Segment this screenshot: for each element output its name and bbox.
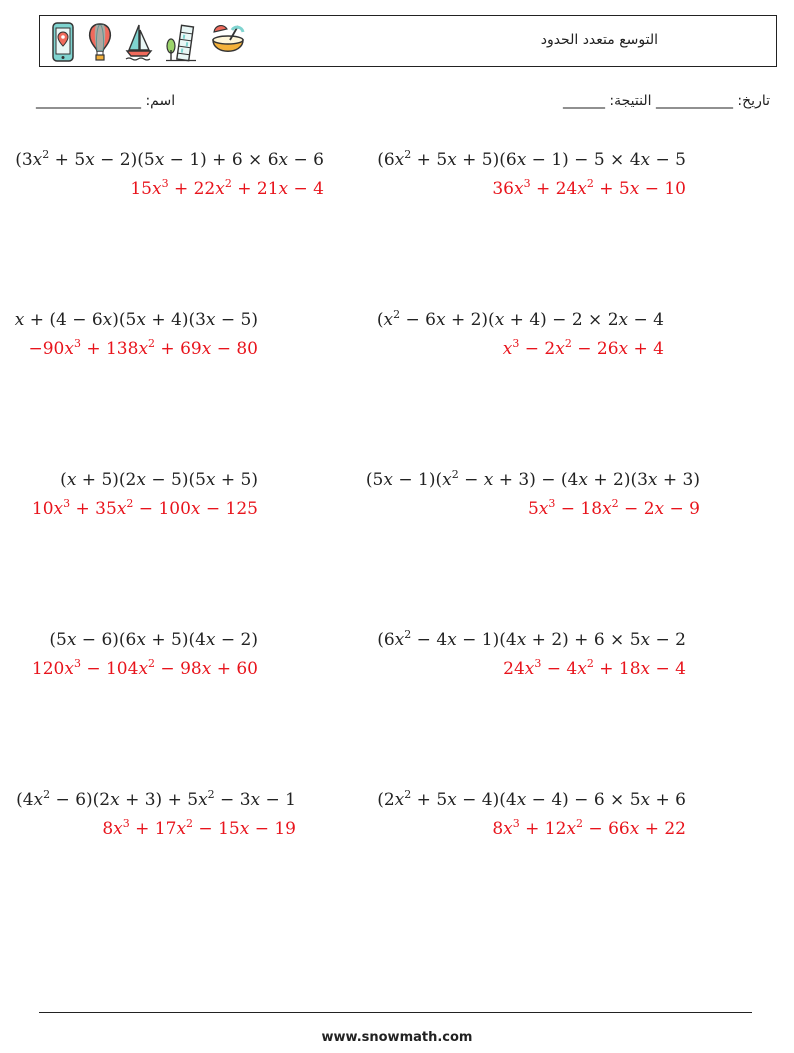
name-field: _______________ :اسم: [36, 93, 176, 109]
problem-question: x + (4 − 6x)(5x + 4)(3x − 5): [14, 310, 258, 330]
problem-question: $(2x^2 + 5x - 4)(4x - 4) - 6 \times 5x + 6$: [377, 788, 686, 810]
problem-answer: $5x^3 - 18x^2 - 2x - 9$: [527, 497, 700, 519]
problem-question: $(6x^2 - 4x - 1)(4x + 2) + 6 \times 5x - 2$: [377, 628, 686, 650]
problem-answer: $15x^3 + 22x^2 + 21x - 4$: [130, 177, 324, 199]
sailboat-icon: [124, 22, 154, 62]
problem-answer: $8x^3 + 12x^2 - 66x + 22$: [492, 817, 686, 839]
problem-question: $(6x^2 + 5x + 5)(6x - 1) - 5 \times 4x - 5$: [377, 148, 686, 170]
worksheet-title: التوسع متعدد الحدود: [540, 32, 658, 48]
problem-answer: $-90x^3 + 138x^2 + 69x - 80$: [28, 337, 258, 359]
problem-question: $(3x^2 + 5x - 2)(5x - 1) + 6 \times 6x - 6$: [15, 148, 324, 170]
hot-air-balloon-icon: [86, 22, 114, 62]
header-box: [39, 15, 777, 67]
coconut-drink-icon: [208, 22, 248, 62]
problem-answer: $10x^3 + 35x^2 - 100x - 125$: [31, 497, 258, 519]
problem-answer: $8x^3 + 17x^2 - 15x - 19$: [102, 817, 296, 839]
problem-question: (x + 5)(2x − 5)(5x + 5): [60, 470, 258, 490]
problem-question: $(x^2 - 6x + 2)(x + 4) - 2 \times 2x - 4$: [376, 308, 664, 330]
problem-answer: $24x^3 - 4x^2 + 18x - 4$: [503, 657, 686, 679]
problem-question: $(5x - 1)(x^2 - x + 3) - (4x + 2)(3x + 3)$: [365, 468, 700, 490]
problem-answer: $120x^3 - 104x^2 - 98x + 60$: [31, 657, 258, 679]
problem-question: $(4x^2 - 6)(2x + 3) + 5x^2 - 3x - 1$: [16, 788, 296, 810]
problem-answer: $36x^3 + 24x^2 + 5x - 10$: [492, 177, 686, 199]
date-score-field: ______ :تاريخ: ___________ النتيجة: [562, 93, 770, 109]
leaning-tower-icon: [164, 22, 198, 62]
problem-answer: $x^3 - 2x^2 - 26x + 4$: [502, 337, 664, 359]
problem-question: (5x − 6)(6x + 5)(4x − 2): [49, 630, 258, 650]
footer-website-link[interactable]: www.snowmath.com: [321, 1030, 473, 1045]
footer-divider: [39, 1012, 752, 1013]
header-icons: [50, 20, 248, 64]
phone-location-icon: [50, 22, 76, 62]
